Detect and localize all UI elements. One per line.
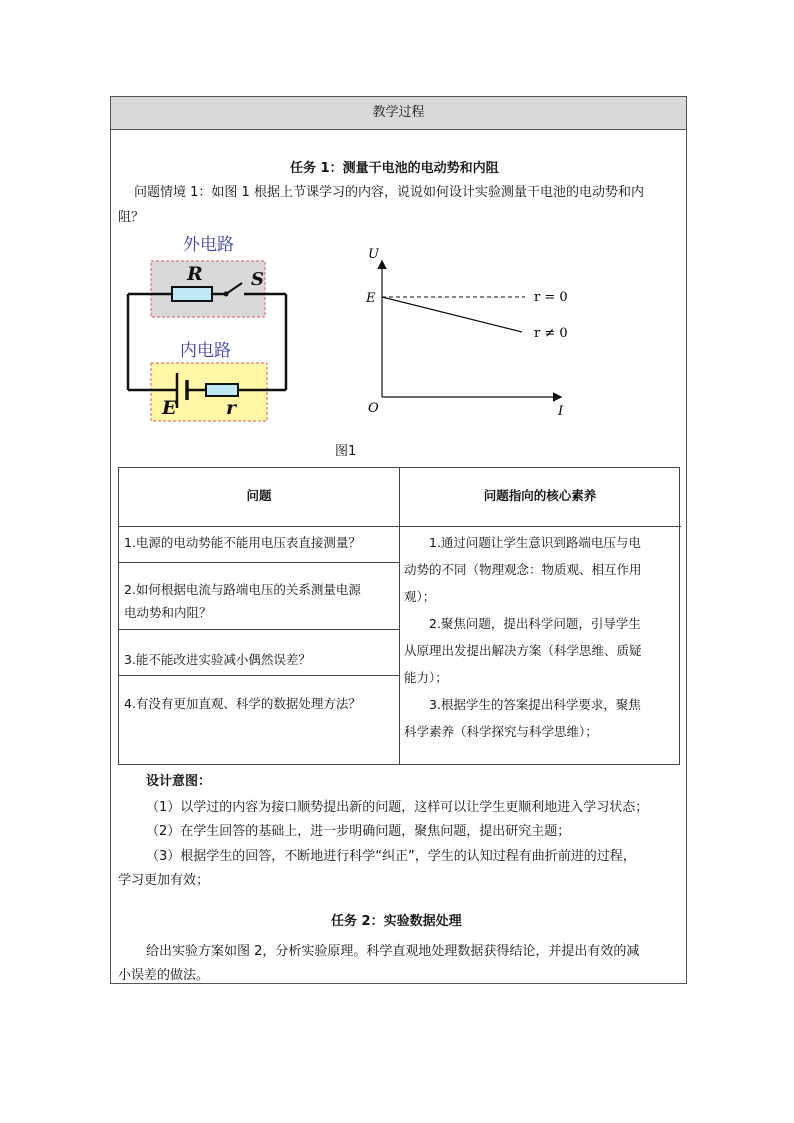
question-4: 4.有没有更加直观、科学的数据处理方法？ [124, 696, 361, 711]
scenario-line-1: 问题情境 1：如图 1 根据上节课学习的内容，说说如何设计实验测量干电池的电动势和内 [134, 185, 644, 200]
task2-line-1: 给出实验方案如图 2，分析实验原理。科学直观地处理数据获得结论，并提出有效的减 [146, 944, 640, 959]
circuit-diagram [120, 228, 295, 428]
design-item-3-cont: 学习更加有效； [118, 873, 210, 888]
task1-title: 任务 1：测量干电池的电动势和内阻 [290, 161, 499, 176]
competency-answers [404, 529, 676, 745]
switch-S-label: S [251, 269, 264, 290]
answer-line: 2.聚焦问题，提出科学问题，引导学生 [429, 616, 641, 631]
figure-caption: 图1 [335, 444, 357, 459]
question-column-header: 问题 [246, 488, 272, 503]
answer-line: 从原理出发提出解决方案（科学思维、质疑 [404, 643, 642, 658]
question-2-line-1: 2.如何根据电流与路端电压的关系测量电源 [124, 582, 361, 597]
design-item-2: （2）在学生回答的基础上，进一步明确问题，聚焦问题，提出研究主题； [146, 824, 571, 839]
i-axis-label: I [558, 404, 564, 419]
answer-line: 1.通过问题让学生意识到路端电压与电 [429, 535, 641, 550]
resistor-R [172, 287, 212, 301]
competency-column-header: 问题指向的核心素养 [483, 488, 597, 503]
answer-line: 能力）； [404, 670, 448, 685]
u-i-graph [360, 240, 580, 420]
real-line [382, 297, 522, 332]
question-2-line-2: 电动势和内阻？ [124, 605, 212, 620]
internal-resistor-r [206, 384, 238, 396]
u-axis-label: U [368, 247, 379, 262]
design-intent-title: 设计意图： [146, 774, 212, 789]
answer-line: 观）； [404, 589, 436, 604]
design-item-1: （1）以学过的内容为接口顺势提出新的问题，这样可以让学生更顺利地进入学习状态； [146, 800, 649, 815]
answer-line: 动势的不同（物理观念：物质观、相互作用 [404, 562, 642, 577]
answer-line: 3.根据学生的答案提出科学要求，聚焦 [429, 697, 641, 712]
task2-title: 任务 2：实验数据处理 [331, 914, 462, 929]
question-table [118, 467, 680, 765]
internal-circuit-label: 内电路 [180, 341, 231, 361]
scenario-line-2: 阻？ [118, 210, 145, 225]
question-3: 3.能不能改进实验减小偶然误差？ [124, 652, 311, 667]
external-circuit-label: 外电路 [183, 235, 234, 255]
intercept-label: E [366, 291, 376, 306]
real-line-label: r ≠ 0 [534, 326, 568, 341]
emf-E-label: E [162, 397, 177, 419]
task2-line-2: 小误差的做法。 [118, 968, 210, 983]
resistor-R-label: R [187, 263, 203, 285]
ideal-line-label: r = 0 [534, 290, 568, 305]
answer-line: 科学素养（科学探究与科学思维）； [404, 724, 598, 739]
internal-r-label: r [226, 397, 237, 419]
question-1: 1.电源的电动势能不能用电压表直接测量？ [124, 535, 361, 550]
design-item-3: （3）根据学生的回答，不断地进行科学“纠正”，学生的认知过程有曲折前进的过程， [146, 849, 636, 864]
origin-label: O [368, 401, 379, 416]
section-header: 教学过程 [111, 97, 686, 130]
